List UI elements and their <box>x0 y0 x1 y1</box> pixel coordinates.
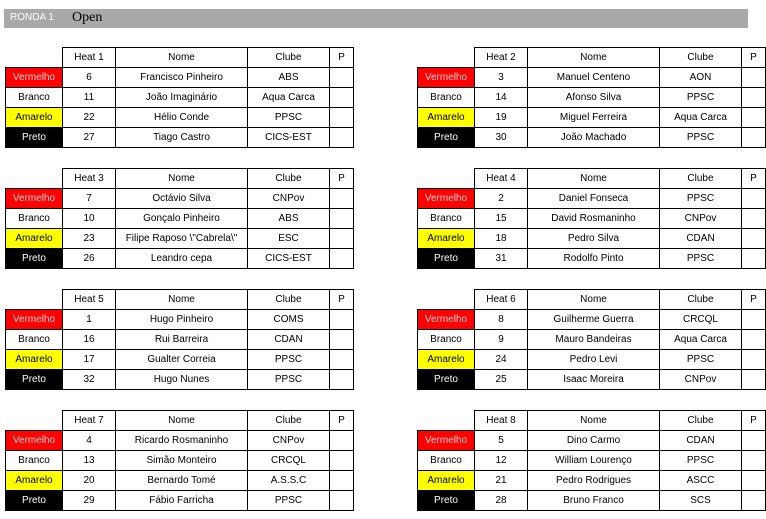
heat-table <box>5 168 354 269</box>
surfer-number: 12 <box>475 451 528 471</box>
surfer-club: A.S.S.C <box>248 471 330 491</box>
header-p: P <box>742 169 766 189</box>
header-club: Clube <box>248 411 330 431</box>
table-row <box>6 310 354 330</box>
surfer-number: 30 <box>475 128 528 148</box>
surfer-name: Filipe Raposo \"Cabrela\" <box>116 229 248 249</box>
surfer-club: CNPov <box>660 370 742 390</box>
heat-table <box>417 168 766 269</box>
heat-title: Heat 2 <box>475 48 528 68</box>
heat-header-row <box>418 169 766 189</box>
surfer-number: 2 <box>475 189 528 209</box>
header-name: Nome <box>116 48 248 68</box>
surfer-points <box>742 491 766 511</box>
lane-color: Vermelho <box>6 431 63 451</box>
table-row <box>6 249 354 269</box>
surfer-points <box>330 189 354 209</box>
lane-color: Amarelo <box>418 350 475 370</box>
surfer-club: PPSC <box>660 350 742 370</box>
surfer-name: Pedro Levi <box>528 350 660 370</box>
surfer-name: Hugo Pinheiro <box>116 310 248 330</box>
surfer-points <box>742 451 766 471</box>
surfer-name: Octávio Silva <box>116 189 248 209</box>
lane-color: Amarelo <box>418 229 475 249</box>
heat-title: Heat 7 <box>63 411 116 431</box>
heat-title: Heat 3 <box>63 169 116 189</box>
surfer-number: 18 <box>475 229 528 249</box>
heat-header-row <box>6 290 354 310</box>
surfer-club: CNPov <box>660 209 742 229</box>
heat-header-row <box>418 411 766 431</box>
surfer-number: 5 <box>475 431 528 451</box>
lane-color: Preto <box>6 128 63 148</box>
lane-color: Amarelo <box>6 471 63 491</box>
round-label: RONDA 1 <box>10 12 54 23</box>
header-p: P <box>742 48 766 68</box>
surfer-points <box>330 128 354 148</box>
surfer-club: CDAN <box>660 431 742 451</box>
surfer-name: Fábio Farricha <box>116 491 248 511</box>
surfer-club: PPSC <box>248 370 330 390</box>
lane-color: Vermelho <box>418 310 475 330</box>
table-row <box>6 330 354 350</box>
surfer-points <box>742 350 766 370</box>
header-blank <box>418 411 475 431</box>
heat-header-row <box>6 411 354 431</box>
lane-color: Branco <box>418 330 475 350</box>
table-row <box>418 88 766 108</box>
heat-table <box>5 410 354 511</box>
surfer-name: Afonso Silva <box>528 88 660 108</box>
header-club: Clube <box>660 411 742 431</box>
heat-header-row <box>418 48 766 68</box>
surfer-name: Rui Barreira <box>116 330 248 350</box>
surfer-name: Simão Monteiro <box>116 451 248 471</box>
table-row <box>6 128 354 148</box>
surfer-name: Gonçalo Pinheiro <box>116 209 248 229</box>
surfer-name: Tiago Castro <box>116 128 248 148</box>
surfer-points <box>742 330 766 350</box>
surfer-points <box>742 370 766 390</box>
lane-color: Vermelho <box>418 189 475 209</box>
surfer-points <box>330 370 354 390</box>
surfer-points <box>330 68 354 88</box>
header-name: Nome <box>528 290 660 310</box>
lane-color: Preto <box>418 249 475 269</box>
table-row <box>6 108 354 128</box>
surfer-club: PPSC <box>248 491 330 511</box>
surfer-number: 14 <box>475 88 528 108</box>
header-blank <box>6 169 63 189</box>
surfer-number: 8 <box>475 310 528 330</box>
heat-title: Heat 1 <box>63 48 116 68</box>
table-row <box>418 249 766 269</box>
table-row <box>418 370 766 390</box>
surfer-name: Pedro Rodrigues <box>528 471 660 491</box>
surfer-club: PPSC <box>660 128 742 148</box>
surfer-number: 7 <box>63 189 116 209</box>
lane-color: Amarelo <box>6 350 63 370</box>
surfer-club: Aqua Carca <box>248 88 330 108</box>
lane-color: Amarelo <box>418 471 475 491</box>
surfer-number: 28 <box>475 491 528 511</box>
surfer-points <box>330 229 354 249</box>
surfer-number: 24 <box>475 350 528 370</box>
surfer-points <box>742 88 766 108</box>
surfer-name: Bernardo Tomé <box>116 471 248 491</box>
surfer-points <box>742 189 766 209</box>
header-p: P <box>330 290 354 310</box>
heat-title: Heat 4 <box>475 169 528 189</box>
lane-color: Vermelho <box>6 68 63 88</box>
surfer-club: Aqua Carca <box>660 330 742 350</box>
table-row <box>6 68 354 88</box>
round-banner <box>4 9 748 28</box>
surfer-points <box>330 88 354 108</box>
surfer-number: 9 <box>475 330 528 350</box>
heat-table <box>417 47 766 148</box>
lane-color: Branco <box>6 209 63 229</box>
lane-color: Branco <box>418 451 475 471</box>
surfer-club: PPSC <box>660 451 742 471</box>
surfer-number: 32 <box>63 370 116 390</box>
heat-table <box>5 47 354 148</box>
surfer-number: 4 <box>63 431 116 451</box>
header-p: P <box>330 411 354 431</box>
table-row <box>418 310 766 330</box>
surfer-points <box>330 330 354 350</box>
header-blank <box>418 169 475 189</box>
header-club: Clube <box>248 290 330 310</box>
surfer-name: Leandro cepa <box>116 249 248 269</box>
header-p: P <box>330 48 354 68</box>
header-club: Clube <box>660 169 742 189</box>
surfer-club: CDAN <box>248 330 330 350</box>
surfer-club: PPSC <box>660 249 742 269</box>
surfer-points <box>330 209 354 229</box>
surfer-club: ESC <box>248 229 330 249</box>
header-blank <box>6 290 63 310</box>
surfer-points <box>330 350 354 370</box>
table-row <box>418 229 766 249</box>
surfer-points <box>742 68 766 88</box>
lane-color: Preto <box>6 370 63 390</box>
header-blank <box>418 48 475 68</box>
header-blank <box>418 290 475 310</box>
surfer-number: 19 <box>475 108 528 128</box>
heat-title: Heat 5 <box>63 290 116 310</box>
lane-color: Branco <box>6 88 63 108</box>
table-row <box>418 431 766 451</box>
table-row <box>418 350 766 370</box>
lane-color: Vermelho <box>418 431 475 451</box>
header-p: P <box>742 411 766 431</box>
header-name: Nome <box>528 48 660 68</box>
surfer-points <box>330 491 354 511</box>
surfer-points <box>330 108 354 128</box>
surfer-club: CDAN <box>660 229 742 249</box>
header-name: Nome <box>116 290 248 310</box>
surfer-club: ABS <box>248 68 330 88</box>
lane-color: Preto <box>418 128 475 148</box>
surfer-club: CRCQL <box>248 451 330 471</box>
surfer-number: 23 <box>63 229 116 249</box>
header-name: Nome <box>116 411 248 431</box>
surfer-number: 29 <box>63 491 116 511</box>
surfer-number: 25 <box>475 370 528 390</box>
surfer-name: João Imaginário <box>116 88 248 108</box>
lane-color: Vermelho <box>6 310 63 330</box>
lane-color: Branco <box>6 451 63 471</box>
surfer-name: Isaac Moreira <box>528 370 660 390</box>
lane-color: Preto <box>418 491 475 511</box>
heat-table <box>5 289 354 390</box>
surfer-name: William Lourenço <box>528 451 660 471</box>
surfer-number: 22 <box>63 108 116 128</box>
table-row <box>418 330 766 350</box>
surfer-club: ASCC <box>660 471 742 491</box>
header-p: P <box>330 169 354 189</box>
surfer-name: João Machado <box>528 128 660 148</box>
surfer-points <box>330 249 354 269</box>
surfer-number: 16 <box>63 330 116 350</box>
surfer-name: Manuel Centeno <box>528 68 660 88</box>
heat-header-row <box>6 169 354 189</box>
surfer-club: CRCQL <box>660 310 742 330</box>
surfer-points <box>742 249 766 269</box>
lane-color: Preto <box>418 370 475 390</box>
surfer-name: Gualter Correia <box>116 350 248 370</box>
surfer-club: CICS-EST <box>248 128 330 148</box>
lane-color: Preto <box>6 491 63 511</box>
surfer-name: David Rosmaninho <box>528 209 660 229</box>
lane-color: Amarelo <box>6 108 63 128</box>
surfer-number: 13 <box>63 451 116 471</box>
surfer-points <box>742 229 766 249</box>
table-row <box>6 189 354 209</box>
table-row <box>6 471 354 491</box>
header-name: Nome <box>528 411 660 431</box>
lane-color: Branco <box>6 330 63 350</box>
lane-color: Vermelho <box>418 68 475 88</box>
table-row <box>6 431 354 451</box>
table-row <box>418 491 766 511</box>
table-row <box>418 471 766 491</box>
header-blank <box>6 48 63 68</box>
surfer-name: Bruno Franco <box>528 491 660 511</box>
surfer-number: 20 <box>63 471 116 491</box>
surfer-club: PPSC <box>248 350 330 370</box>
header-club: Clube <box>248 48 330 68</box>
surfer-number: 31 <box>475 249 528 269</box>
table-row <box>418 128 766 148</box>
surfer-name: Mauro Bandeiras <box>528 330 660 350</box>
lane-color: Branco <box>418 88 475 108</box>
heat-title: Heat 8 <box>475 411 528 431</box>
surfer-number: 21 <box>475 471 528 491</box>
table-row <box>6 229 354 249</box>
surfer-points <box>742 471 766 491</box>
heat-header-row <box>6 48 354 68</box>
heat-table <box>417 410 766 511</box>
surfer-club: PPSC <box>660 189 742 209</box>
table-row <box>418 68 766 88</box>
surfer-club: CNPov <box>248 431 330 451</box>
surfer-points <box>742 431 766 451</box>
table-row <box>418 451 766 471</box>
heat-header-row <box>418 290 766 310</box>
surfer-name: Daniel Fonseca <box>528 189 660 209</box>
surfer-name: Guilherme Guerra <box>528 310 660 330</box>
surfer-name: Francisco Pinheiro <box>116 68 248 88</box>
table-row <box>6 88 354 108</box>
surfer-name: Dino Carmo <box>528 431 660 451</box>
header-name: Nome <box>116 169 248 189</box>
surfer-club: ABS <box>248 209 330 229</box>
surfer-club: COMS <box>248 310 330 330</box>
table-row <box>6 370 354 390</box>
surfer-number: 27 <box>63 128 116 148</box>
table-row <box>6 491 354 511</box>
surfer-points <box>330 310 354 330</box>
lane-color: Vermelho <box>6 189 63 209</box>
table-row <box>418 108 766 128</box>
header-p: P <box>742 290 766 310</box>
surfer-name: Ricardo Rosmaninho <box>116 431 248 451</box>
lane-color: Branco <box>418 209 475 229</box>
surfer-club: Aqua Carca <box>660 108 742 128</box>
heat-table <box>417 289 766 390</box>
surfer-club: PPSC <box>660 88 742 108</box>
surfer-club: AON <box>660 68 742 88</box>
surfer-club: CICS-EST <box>248 249 330 269</box>
surfer-points <box>330 451 354 471</box>
surfer-club: SCS <box>660 491 742 511</box>
surfer-points <box>330 431 354 451</box>
surfer-club: PPSC <box>248 108 330 128</box>
surfer-club: CNPov <box>248 189 330 209</box>
lane-color: Amarelo <box>418 108 475 128</box>
table-row <box>6 350 354 370</box>
table-row <box>6 209 354 229</box>
surfer-number: 3 <box>475 68 528 88</box>
lane-color: Preto <box>6 249 63 269</box>
table-row <box>6 451 354 471</box>
surfer-number: 11 <box>63 88 116 108</box>
surfer-name: Hélio Conde <box>116 108 248 128</box>
header-club: Clube <box>660 48 742 68</box>
surfer-name: Hugo Nunes <box>116 370 248 390</box>
surfer-name: Miguel Ferreira <box>528 108 660 128</box>
table-row <box>418 209 766 229</box>
surfer-number: 10 <box>63 209 116 229</box>
surfer-number: 17 <box>63 350 116 370</box>
surfer-points <box>742 128 766 148</box>
surfer-points <box>742 108 766 128</box>
surfer-points <box>742 209 766 229</box>
surfer-points <box>330 471 354 491</box>
lane-color: Amarelo <box>6 229 63 249</box>
surfer-points <box>742 310 766 330</box>
category-label: Open <box>72 10 103 25</box>
table-row <box>418 189 766 209</box>
surfer-number: 15 <box>475 209 528 229</box>
header-club: Clube <box>248 169 330 189</box>
heat-title: Heat 6 <box>475 290 528 310</box>
surfer-number: 6 <box>63 68 116 88</box>
header-blank <box>6 411 63 431</box>
surfer-name: Rodolfo Pinto <box>528 249 660 269</box>
surfer-number: 26 <box>63 249 116 269</box>
surfer-name: Pedro Silva <box>528 229 660 249</box>
header-name: Nome <box>528 169 660 189</box>
header-club: Clube <box>660 290 742 310</box>
surfer-number: 1 <box>63 310 116 330</box>
